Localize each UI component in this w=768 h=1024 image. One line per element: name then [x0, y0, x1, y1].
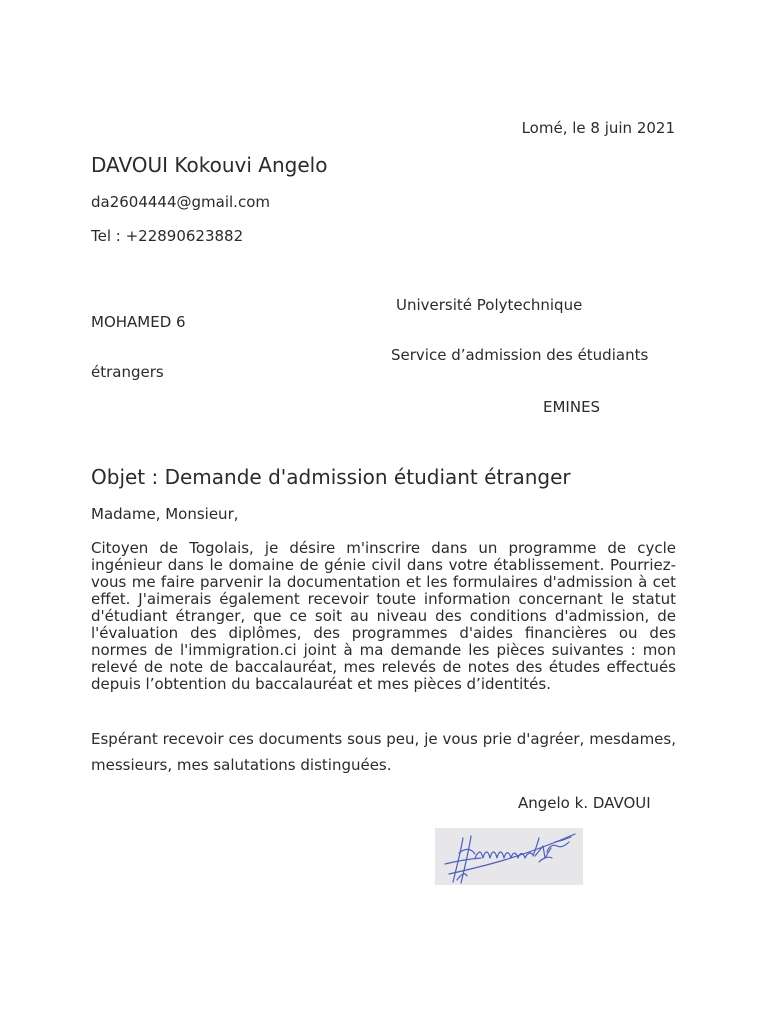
sender-name: DAVOUI Kokouvi Angelo: [91, 153, 328, 177]
handwritten-signature: [435, 828, 583, 885]
signer-name: Angelo k. DAVOUI: [518, 794, 651, 812]
sender-email: da2604444@gmail.com: [91, 193, 270, 211]
sender-phone: Tel : +22890623882: [91, 227, 244, 245]
recipient-school: EMINES: [543, 398, 601, 416]
recipient-university-line: Université Polytechnique: [396, 296, 583, 314]
recipient-service-line: Service d’admission des étudiants: [391, 346, 649, 364]
letter-body: Citoyen de Togolais, je désire m'inscrire dans un programme de cycle ingénieur dans le domaine de génie civil dans votre établissement. Pourriez-vous me faire parvenir la documentation et les formulaires d'admission à cet effet. J'aimerais également recevoir toute information concernant le statut d'étudiant étranger, que ce soit au niveau des conditions d'admission, de l'évaluation des diplômes, des programmes d'aides financières ou des normes de l'immigration.ci joint à ma demande les pièces suivantes : mon relevé de note de baccalauréat, mes relevés de notes des études effectués depuis l’obtention du baccalauréat et mes pièces d’identités.: [91, 539, 676, 693]
letter-salutation: Madame, Monsieur,: [91, 505, 239, 523]
letter-closing: Espérant recevoir ces documents sous peu, je vous prie d'agréer, mesdames, messieurs, mes salutations distinguées.: [91, 730, 676, 774]
signature-scribble: [435, 828, 583, 885]
recipient-service-line-cont: étrangers: [91, 363, 164, 381]
recipient-university-line-cont: MOHAMED 6: [91, 313, 186, 331]
letter-date: Lomé, le 8 juin 2021: [521, 119, 675, 137]
letter-subject: Objet : Demande d'admission étudiant étranger: [91, 465, 571, 489]
